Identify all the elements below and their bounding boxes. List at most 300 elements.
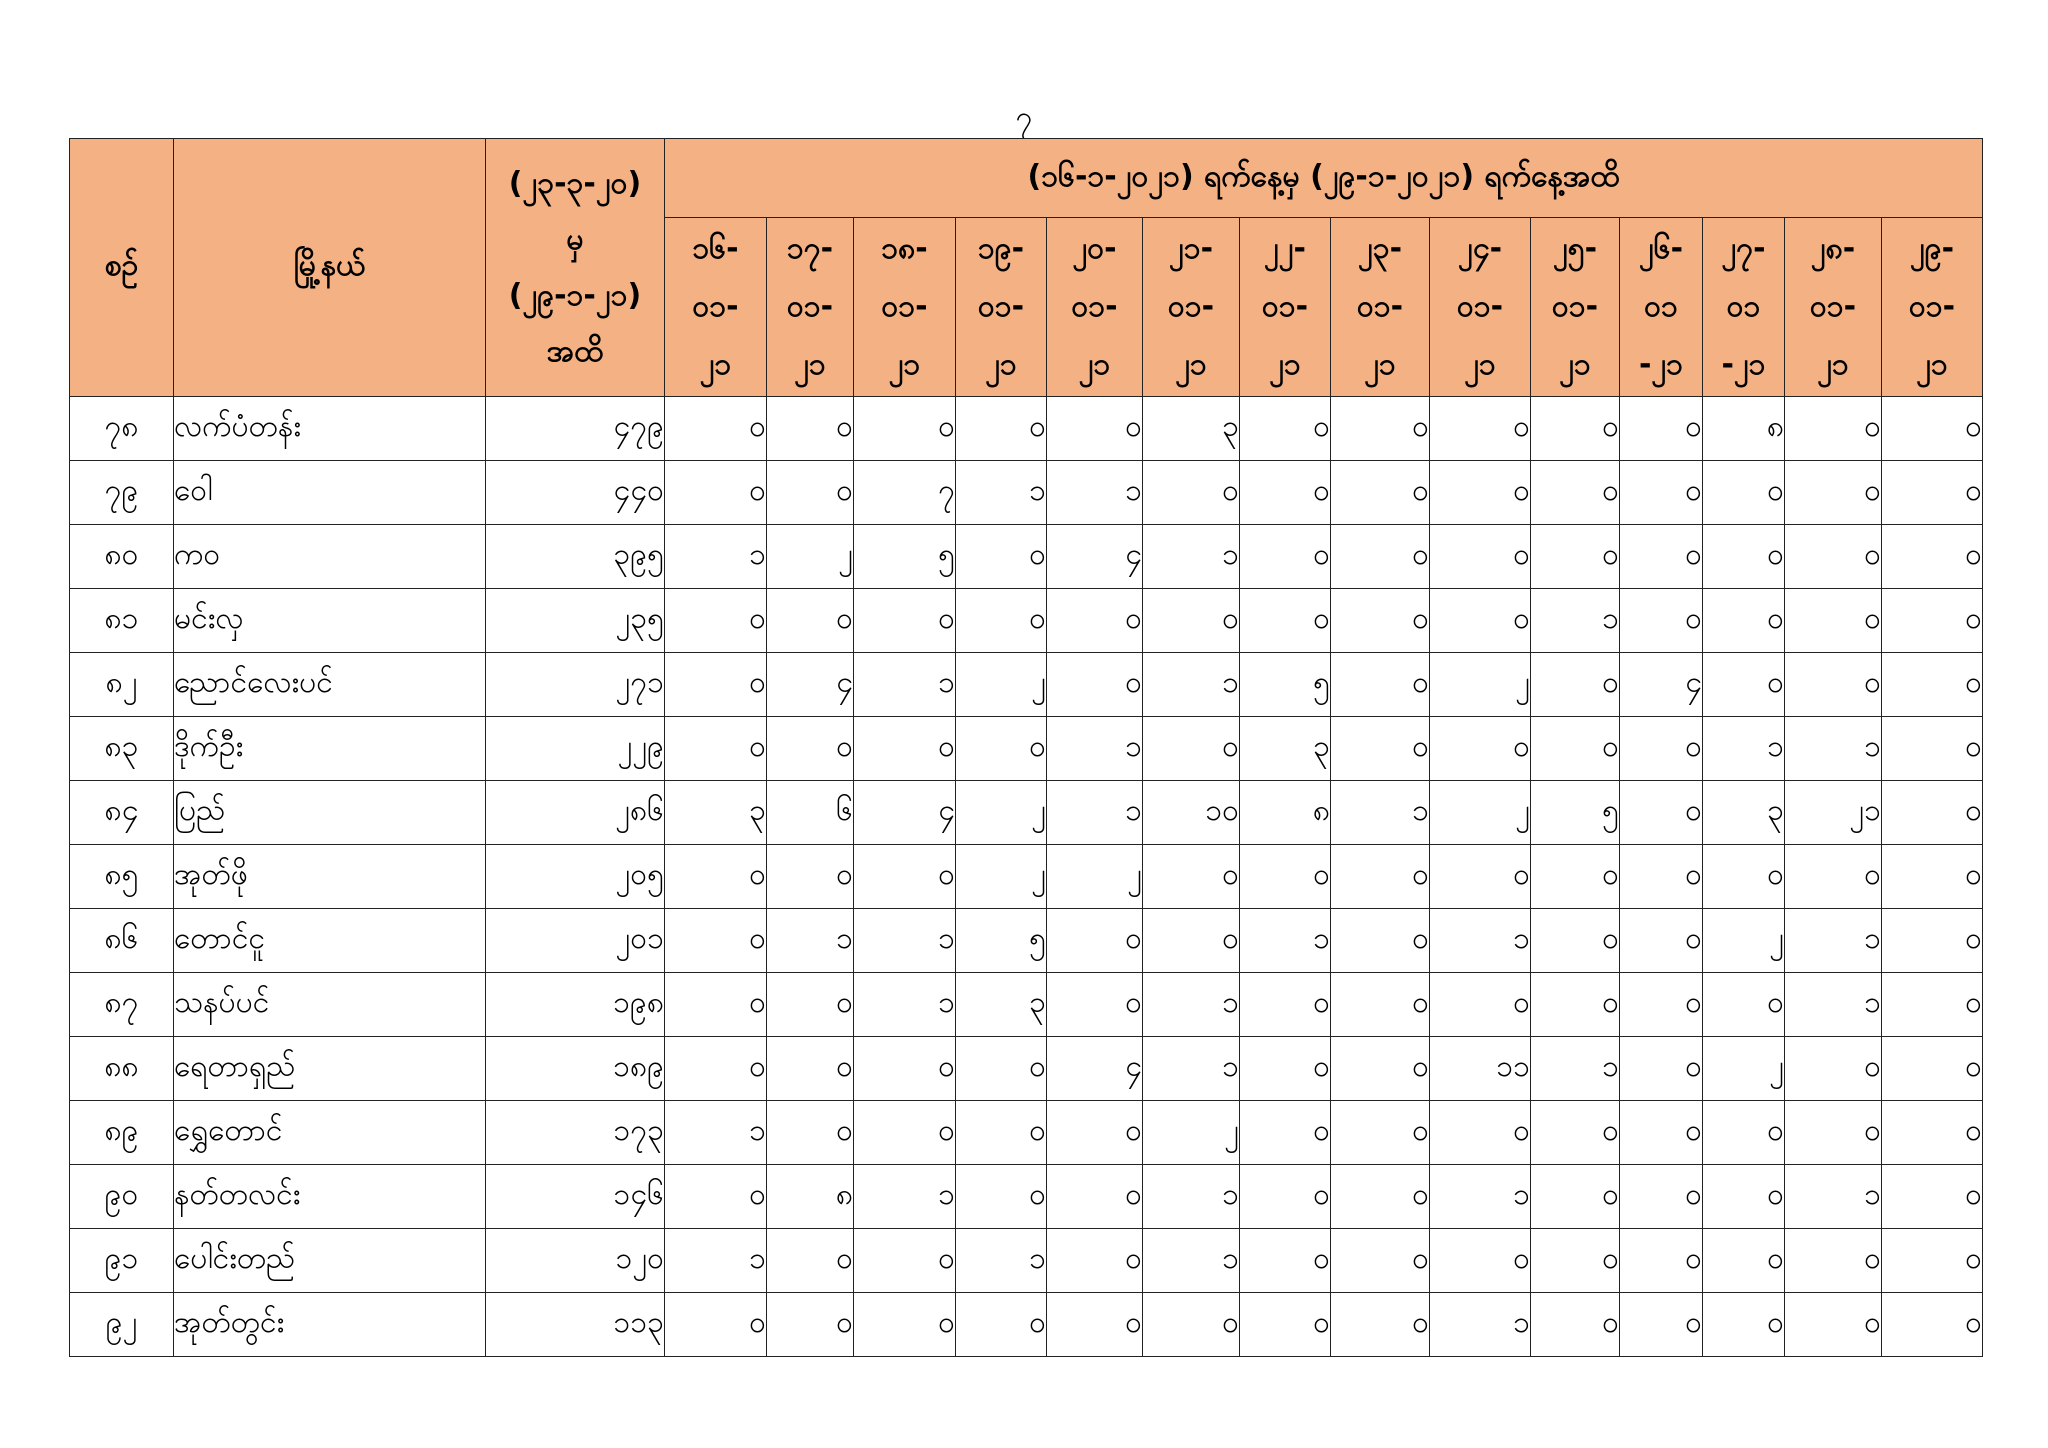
range-line: အထိ (546, 333, 604, 369)
header-period: (၁၆-၁-၂၀၂၁) ရက်နေ့မှ (၂၉-၁-၂၀၂၁) ရက်နေ့အထိ (665, 139, 1983, 218)
daily-value-cell: ၀ (1785, 1229, 1882, 1293)
daily-value-cell: ၁ (1531, 1037, 1620, 1101)
cumulative-total-cell: ၂၇၁ (486, 653, 665, 717)
daily-value-cell: ၅ (1531, 781, 1620, 845)
cumulative-total-cell: ၁၂၀ (486, 1229, 665, 1293)
daily-value-cell: ၀ (1703, 973, 1785, 1037)
daily-value-cell: ၁ (1143, 1229, 1240, 1293)
daily-value-cell: ၀ (854, 1229, 956, 1293)
header-date-part: -၂၁ (1721, 347, 1766, 382)
header-date-part: ၀၁- (1908, 289, 1956, 324)
header-date-part: ၁၇- (786, 231, 834, 266)
daily-value-cell: ၀ (854, 1293, 956, 1357)
daily-value-cell: ၀ (1531, 525, 1620, 589)
header-date-part: ၂၁ (1916, 347, 1948, 382)
daily-value-cell: ၀ (1531, 1229, 1620, 1293)
township-cell: ရွှေတောင် (174, 1101, 486, 1165)
daily-value-cell: ၁ (1143, 1037, 1240, 1101)
daily-value-cell: ၁ (1047, 781, 1143, 845)
table-row (70, 973, 1983, 1037)
cumulative-total-cell: ၂၈၆ (486, 781, 665, 845)
daily-value-cell: ၁ (1430, 1165, 1531, 1229)
daily-value-cell: ၈ (1703, 397, 1785, 461)
daily-value-cell: ၀ (1331, 1101, 1430, 1165)
daily-value-cell: ၁၀ (1143, 781, 1240, 845)
daily-value-cell: ၀ (1143, 717, 1240, 781)
daily-value-cell: ၀ (1620, 589, 1703, 653)
daily-value-cell: ၄ (1620, 653, 1703, 717)
header-date-part: ၂၆- (1638, 231, 1684, 266)
daily-value-cell: ၀ (1882, 1037, 1983, 1101)
daily-value-cell: ၀ (1143, 909, 1240, 973)
daily-value-cell: ၀ (1531, 909, 1620, 973)
daily-value-cell: ၀ (1531, 397, 1620, 461)
table-row (70, 845, 1983, 909)
header-date-part: ၂၁ (985, 347, 1017, 382)
daily-value-cell: ၅ (854, 525, 956, 589)
table-row (70, 1037, 1983, 1101)
table-row (70, 1101, 1983, 1165)
daily-value-cell: ၀ (1882, 781, 1983, 845)
daily-value-cell: ၁ (854, 973, 956, 1037)
daily-value-cell: ၀ (1785, 397, 1882, 461)
header-date-part: ၀၁- (1809, 289, 1857, 324)
daily-value-cell: ၂ (1703, 1037, 1785, 1101)
township-cell: ပေါင်းတည် (174, 1229, 486, 1293)
daily-value-cell: ၀ (1882, 589, 1983, 653)
township-cell: တောင်ငူ (174, 909, 486, 973)
daily-value-cell: ၁ (1143, 973, 1240, 1037)
cumulative-total-cell: ၄၄၀ (486, 461, 665, 525)
table-body (70, 397, 1983, 1357)
daily-value-cell: ၂ (1430, 653, 1531, 717)
daily-value-cell: ၀ (1047, 653, 1143, 717)
daily-value-cell: ၀ (1882, 1101, 1983, 1165)
table-row (70, 1165, 1983, 1229)
header-date-part: ၂၁ (1364, 347, 1396, 382)
township-cell: ပြည် (174, 781, 486, 845)
daily-value-cell: ၀ (1143, 589, 1240, 653)
daily-value-cell: ၂ (956, 845, 1047, 909)
daily-value-cell: ၄ (854, 781, 956, 845)
daily-value-cell: ၀ (1785, 1293, 1882, 1357)
header-date-part: ၀၁- (1167, 289, 1215, 324)
daily-value-cell: ၁ (854, 909, 956, 973)
daily-value-cell: ၀ (1531, 1165, 1620, 1229)
daily-value-cell: ၀ (854, 1101, 956, 1165)
daily-value-cell: ၀ (1785, 653, 1882, 717)
daily-value-cell: ၀ (1430, 717, 1531, 781)
daily-value-cell: ၀ (1430, 397, 1531, 461)
daily-value-cell: ၀ (1331, 1037, 1430, 1101)
daily-value-cell: ၀ (665, 653, 767, 717)
daily-value-cell: ၀ (1331, 845, 1430, 909)
daily-value-cell: ၀ (767, 397, 854, 461)
header-date (1531, 218, 1620, 397)
daily-value-cell: ၀ (1882, 1229, 1983, 1293)
daily-value-cell: ၈ (767, 1165, 854, 1229)
table-row (70, 525, 1983, 589)
daily-value-cell: ၁ (854, 1165, 956, 1229)
daily-value-cell: ၀ (665, 909, 767, 973)
daily-value-cell: ၀ (854, 717, 956, 781)
daily-value-cell: ၀ (665, 461, 767, 525)
header-date-part: ၀၁- (692, 289, 739, 324)
daily-value-cell: ၀ (1785, 1037, 1882, 1101)
daily-value-cell: ၀ (854, 1037, 956, 1101)
daily-value-cell: ၀ (1882, 525, 1983, 589)
daily-value-cell: ၁၁ (1430, 1037, 1531, 1101)
header-date (854, 218, 956, 397)
serial-cell: ၈၃ (70, 717, 174, 781)
daily-value-cell: ၁ (665, 525, 767, 589)
daily-value-cell: ၀ (1882, 397, 1983, 461)
daily-value-cell: ၁ (767, 909, 854, 973)
daily-value-cell: ၂ (1143, 1101, 1240, 1165)
daily-value-cell: ၀ (767, 589, 854, 653)
header-serial: စဉ် (70, 139, 174, 397)
header-date-part: ၂၃- (1357, 231, 1403, 266)
header-date-part: ၂၁- (1168, 231, 1214, 266)
daily-value-cell: ၀ (1882, 1293, 1983, 1357)
daily-value-cell: ၄ (767, 653, 854, 717)
daily-value-cell: ၀ (1531, 653, 1620, 717)
daily-value-cell: ၁ (1785, 973, 1882, 1037)
daily-value-cell: ၀ (1430, 1229, 1531, 1293)
daily-value-cell: ၀ (1240, 1037, 1331, 1101)
daily-value-cell: ၀ (1620, 397, 1703, 461)
header-date-part: ၁၈- (881, 231, 928, 266)
daily-value-cell: ၀ (767, 1293, 854, 1357)
serial-cell: ၈၁ (70, 589, 174, 653)
daily-value-cell: ၀ (665, 973, 767, 1037)
header-date-part: ၂၇- (1721, 231, 1766, 266)
serial-cell: ၈၀ (70, 525, 174, 589)
daily-value-cell: ၀ (1047, 397, 1143, 461)
header-date-part: ၀၁- (1261, 289, 1309, 324)
covid-cases-table (69, 138, 1983, 1357)
header-date (1882, 218, 1983, 397)
header-date-part: ၂၂- (1264, 231, 1306, 266)
range-line: (၂၃-၃-၂၀) (508, 165, 642, 201)
daily-value-cell: ၀ (1531, 717, 1620, 781)
daily-value-cell: ၀ (1240, 1229, 1331, 1293)
daily-value-cell: ၀ (1703, 525, 1785, 589)
header-date (665, 218, 767, 397)
daily-value-cell: ၀ (1430, 1101, 1531, 1165)
daily-value-cell: ၀ (1240, 1101, 1331, 1165)
cumulative-total-cell: ၁၁၃ (486, 1293, 665, 1357)
township-cell: သနပ်ပင် (174, 973, 486, 1037)
daily-value-cell: ၀ (1331, 1293, 1430, 1357)
daily-value-cell: ၁ (854, 653, 956, 717)
serial-cell: ၈၈ (70, 1037, 174, 1101)
daily-value-cell: ၀ (1703, 653, 1785, 717)
daily-value-cell: ၀ (1703, 1293, 1785, 1357)
daily-value-cell: ၁ (956, 1229, 1047, 1293)
daily-value-cell: ၀ (1620, 717, 1703, 781)
cumulative-total-cell: ၂၃၅ (486, 589, 665, 653)
daily-value-cell: ၀ (1703, 1229, 1785, 1293)
daily-value-cell: ၃ (1703, 781, 1785, 845)
daily-value-cell: ၁ (1703, 717, 1785, 781)
daily-value-cell: ၀ (854, 397, 956, 461)
daily-value-cell: ၂ (1047, 845, 1143, 909)
header-date-part: ၀၁ (1726, 289, 1761, 324)
daily-value-cell: ၇ (854, 461, 956, 525)
serial-cell: ၈၉ (70, 1101, 174, 1165)
header-date-part: ၀၁ (1644, 289, 1678, 324)
daily-value-cell: ၀ (1620, 525, 1703, 589)
daily-value-cell: ၂၁ (1785, 781, 1882, 845)
header-date-part: ၂၀- (1072, 231, 1117, 266)
cumulative-total-cell: ၁၈၉ (486, 1037, 665, 1101)
daily-value-cell: ၀ (1240, 525, 1331, 589)
daily-value-cell: ၀ (1240, 461, 1331, 525)
township-cell: အုတ်တွင်း (174, 1293, 486, 1357)
daily-value-cell: ၀ (1785, 461, 1882, 525)
header-date-part: ၀၁- (786, 289, 834, 324)
daily-value-cell: ၀ (665, 1293, 767, 1357)
header-date-part: ၂၉- (1909, 231, 1955, 266)
daily-value-cell: ၀ (1620, 1165, 1703, 1229)
daily-value-cell: ၀ (956, 717, 1047, 781)
daily-value-cell: ၀ (767, 717, 854, 781)
daily-value-cell: ၀ (1882, 1165, 1983, 1229)
daily-value-cell: ၀ (1430, 845, 1531, 909)
daily-value-cell: ၂ (767, 525, 854, 589)
daily-value-cell: ၀ (1703, 1101, 1785, 1165)
daily-value-cell: ၁ (1331, 781, 1430, 845)
header-date-part: ၁၆- (692, 231, 739, 266)
daily-value-cell: ၀ (665, 845, 767, 909)
daily-value-cell: ၀ (1047, 589, 1143, 653)
daily-value-cell: ၁ (1047, 461, 1143, 525)
daily-value-cell: ၀ (1703, 845, 1785, 909)
serial-cell: ၇၈ (70, 397, 174, 461)
daily-value-cell: ၀ (1882, 717, 1983, 781)
serial-cell: ၈၇ (70, 973, 174, 1037)
daily-value-cell: ၀ (767, 845, 854, 909)
header-date (956, 218, 1047, 397)
header-date-part: ၂၁ (1269, 347, 1301, 382)
daily-value-cell: ၁ (956, 461, 1047, 525)
daily-value-cell: ၀ (1430, 525, 1531, 589)
daily-value-cell: ၀ (1047, 1165, 1143, 1229)
cumulative-total-cell: ၃၉၅ (486, 525, 665, 589)
daily-value-cell: ၀ (1430, 589, 1531, 653)
daily-value-cell: ၁ (1430, 1293, 1531, 1357)
township-cell: အုတ်ဖို (174, 845, 486, 909)
daily-value-cell: ၁ (1785, 717, 1882, 781)
daily-value-cell: ၁ (665, 1229, 767, 1293)
daily-value-cell: ၈ (1240, 781, 1331, 845)
header-date (1047, 218, 1143, 397)
daily-value-cell: ၁ (1785, 1165, 1882, 1229)
daily-value-cell: ၀ (1703, 589, 1785, 653)
header-date-part: ၂၁ (794, 347, 826, 382)
daily-value-cell: ၅ (956, 909, 1047, 973)
daily-value-cell: ၀ (1620, 1101, 1703, 1165)
daily-value-cell: ၂ (1430, 781, 1531, 845)
header-date-part: ၁၉- (977, 231, 1025, 266)
daily-value-cell: ၁ (1785, 909, 1882, 973)
page-number: ၇ (1015, 100, 1033, 135)
cumulative-total-cell: ၂၀၅ (486, 845, 665, 909)
table-row (70, 717, 1983, 781)
daily-value-cell: ၀ (665, 1037, 767, 1101)
cumulative-total-cell: ၁၄၆ (486, 1165, 665, 1229)
daily-value-cell: ၀ (1331, 461, 1430, 525)
daily-value-cell: ၀ (1882, 909, 1983, 973)
daily-value-cell: ၀ (1331, 397, 1430, 461)
header-date-part: ၀၁- (1551, 289, 1599, 324)
daily-value-cell: ၀ (1240, 589, 1331, 653)
serial-cell: ၈၆ (70, 909, 174, 973)
daily-value-cell: ၆ (767, 781, 854, 845)
daily-value-cell: ၀ (1703, 461, 1785, 525)
daily-value-cell: ၀ (1785, 845, 1882, 909)
header-date-part: ၂၁ (1559, 347, 1591, 382)
header-date (1430, 218, 1531, 397)
header-date-part: ၂၁ (1817, 347, 1849, 382)
daily-value-cell: ၀ (1047, 909, 1143, 973)
daily-value-cell: ၃ (665, 781, 767, 845)
township-cell: မင်းလှ (174, 589, 486, 653)
header-date (1703, 218, 1785, 397)
serial-cell: ၇၉ (70, 461, 174, 525)
daily-value-cell: ၁ (1143, 653, 1240, 717)
daily-value-cell: ၀ (1531, 1293, 1620, 1357)
table-row (70, 1229, 1983, 1293)
daily-value-cell: ၄ (1047, 525, 1143, 589)
header-date-part: ၂၅- (1552, 231, 1598, 266)
table-row (70, 1293, 1983, 1357)
header-date (1240, 218, 1331, 397)
daily-value-cell: ၁ (1430, 909, 1531, 973)
daily-value-cell: ၀ (1620, 1229, 1703, 1293)
daily-value-cell: ၀ (665, 1165, 767, 1229)
daily-value-cell: ၀ (1143, 845, 1240, 909)
daily-value-cell: ၀ (1882, 973, 1983, 1037)
daily-value-cell: ၀ (767, 1229, 854, 1293)
daily-value-cell: ၀ (1531, 973, 1620, 1037)
daily-value-cell: ၀ (1047, 1101, 1143, 1165)
daily-value-cell: ၀ (665, 717, 767, 781)
daily-value-cell: ၀ (854, 589, 956, 653)
serial-cell: ၉၀ (70, 1165, 174, 1229)
daily-value-cell: ၀ (1331, 717, 1430, 781)
daily-value-cell: ၀ (1531, 461, 1620, 525)
daily-value-cell: ၀ (1240, 1165, 1331, 1229)
daily-value-cell: ၄ (1047, 1037, 1143, 1101)
daily-value-cell: ၁ (1531, 589, 1620, 653)
daily-value-cell: ၀ (1785, 589, 1882, 653)
daily-value-cell: ၃ (1143, 397, 1240, 461)
daily-value-cell: ၀ (1240, 973, 1331, 1037)
serial-cell: ၈၄ (70, 781, 174, 845)
daily-value-cell: ၁ (665, 1101, 767, 1165)
header-date-part: ၂၁ (1464, 347, 1496, 382)
daily-value-cell: ၁ (1143, 1165, 1240, 1229)
township-cell: ညောင်လေးပင် (174, 653, 486, 717)
serial-cell: ၉၂ (70, 1293, 174, 1357)
daily-value-cell: ၀ (1620, 1293, 1703, 1357)
daily-value-cell: ၀ (1430, 461, 1531, 525)
table-row (70, 781, 1983, 845)
serial-cell: ၈၅ (70, 845, 174, 909)
daily-value-cell: ၀ (1240, 1293, 1331, 1357)
header-date-part: ၀၁- (881, 289, 928, 324)
header-date (1331, 218, 1430, 397)
serial-cell: ၉၁ (70, 1229, 174, 1293)
cumulative-total-cell: ၂၀၁ (486, 909, 665, 973)
header-date-part: ၂၁ (888, 347, 921, 382)
header-date-part: ၂၁ (1078, 347, 1111, 382)
daily-value-cell: ၀ (956, 397, 1047, 461)
daily-value-cell: ၀ (1047, 973, 1143, 1037)
daily-value-cell: ၀ (1620, 1037, 1703, 1101)
daily-value-cell: ၂ (956, 653, 1047, 717)
cumulative-total-cell: ၂၂၉ (486, 717, 665, 781)
header-date-part: ၂၈- (1810, 231, 1856, 266)
daily-value-cell: ၀ (767, 973, 854, 1037)
daily-value-cell: ၂ (956, 781, 1047, 845)
table-row (70, 589, 1983, 653)
cumulative-total-cell: ၁၉၈ (486, 973, 665, 1037)
daily-value-cell: ၀ (1620, 973, 1703, 1037)
daily-value-cell: ၀ (767, 461, 854, 525)
daily-value-cell: ၀ (956, 1101, 1047, 1165)
daily-value-cell: ၀ (956, 1165, 1047, 1229)
header-date-part: ၂၁ (1175, 347, 1207, 382)
header-township: မြို့နယ် (174, 139, 486, 397)
daily-value-cell: ၀ (1620, 909, 1703, 973)
cumulative-total-cell: ၁၇၃ (486, 1101, 665, 1165)
daily-value-cell: ၀ (665, 589, 767, 653)
daily-value-cell: ၀ (1531, 1101, 1620, 1165)
daily-value-cell: ၀ (1430, 973, 1531, 1037)
daily-value-cell: ၀ (1882, 845, 1983, 909)
daily-value-cell: ၀ (956, 525, 1047, 589)
daily-value-cell: ၀ (1047, 1293, 1143, 1357)
daily-value-cell: ၀ (1703, 1165, 1785, 1229)
daily-value-cell: ၁ (1143, 525, 1240, 589)
daily-value-cell: ၀ (1143, 461, 1240, 525)
daily-value-cell: ၀ (1331, 525, 1430, 589)
daily-value-cell: ၀ (1531, 845, 1620, 909)
daily-value-cell: ၀ (956, 1037, 1047, 1101)
daily-value-cell: ၀ (1882, 653, 1983, 717)
daily-value-cell: ၃ (956, 973, 1047, 1037)
daily-value-cell: ၀ (1331, 653, 1430, 717)
township-cell: ဝေါ (174, 461, 486, 525)
range-line: မှ (566, 221, 584, 257)
daily-value-cell: ၀ (854, 845, 956, 909)
daily-value-cell: ၀ (1620, 461, 1703, 525)
township-cell: ကဝ (174, 525, 486, 589)
daily-value-cell: ၀ (1882, 461, 1983, 525)
daily-value-cell: ၀ (956, 1293, 1047, 1357)
daily-value-cell: ၃ (1240, 717, 1331, 781)
header-date-part: ၀၁- (1356, 289, 1404, 324)
daily-value-cell: ၁ (1047, 717, 1143, 781)
table-row (70, 653, 1983, 717)
header-date-part: ၀၁- (1456, 289, 1504, 324)
daily-value-cell: ၀ (1620, 781, 1703, 845)
daily-value-cell: ၀ (1331, 973, 1430, 1037)
cumulative-total-cell: ၄၇၉ (486, 397, 665, 461)
